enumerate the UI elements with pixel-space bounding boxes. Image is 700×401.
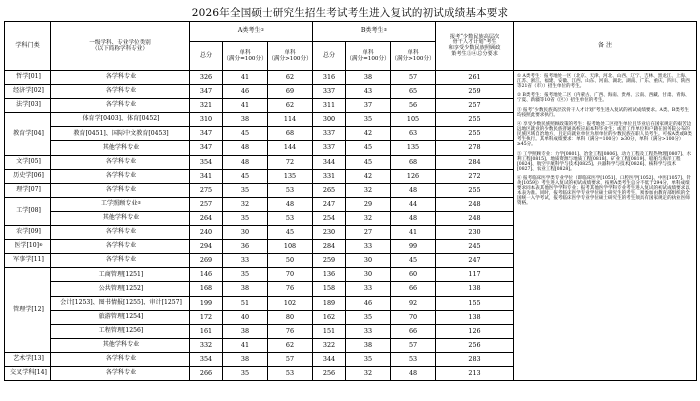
score-special: 256 <box>436 338 514 352</box>
score-b-single-over100: 48 <box>391 183 436 197</box>
subject-cell <box>51 197 190 211</box>
score-b-single-over100: 57 <box>391 338 436 352</box>
score-a-single-100: 38 <box>223 113 268 127</box>
score-a-single-over100: 144 <box>268 141 313 155</box>
score-a-single-100: 48 <box>223 141 268 155</box>
subject-name: 工学照顾专业 <box>100 200 138 208</box>
subject-cell <box>51 240 190 254</box>
header-a-single-over100-l2: （满分>100分） <box>268 56 312 62</box>
discipline-cell <box>5 99 51 113</box>
score-a-single-over100: 62 <box>268 338 313 352</box>
discipline-cell <box>5 71 51 85</box>
score-b-single-100: 45 <box>346 141 391 155</box>
score-b-total: 344 <box>313 155 346 169</box>
score-b-single-over100: 60 <box>391 268 436 282</box>
header-b-single-100 <box>346 42 391 71</box>
note-item: ① A类考生：报考地处一区（北京、天津、河北、山西、辽宁、吉林、黑龙江、上海、江苏、浙江、福建、安徽、江西、山东、河南、湖北、湖南、广东、重庆、四川、陕西等21省（市））招生单位的考生。 <box>517 74 690 89</box>
subject-name: 各学科专业 <box>105 242 137 250</box>
discipline-name: 理学[07] <box>16 185 41 193</box>
discipline-cell <box>5 85 51 99</box>
score-b-total: 136 <box>313 268 346 282</box>
header-a-single-over100-l1: 单科 <box>284 49 296 56</box>
subject-cell <box>51 324 190 338</box>
subject-cell <box>51 169 190 183</box>
header-special-mark: ③④ <box>466 50 478 57</box>
score-a-single-over100: 45 <box>268 226 313 240</box>
score-b-single-100: 38 <box>346 71 391 85</box>
score-b-single-100: 45 <box>346 155 391 169</box>
table-body <box>5 71 697 381</box>
score-a-single-over100: 108 <box>268 240 313 254</box>
score-a-single-100: 38 <box>223 352 268 366</box>
score-special: 138 <box>436 310 514 324</box>
note-item: ⑥ 报考临床医学类专业学位（即临床医学[1051]、口腔医学[1052]、中医[1057]、针灸[1059]）考生进入复试的初试成绩要求，按照A类考生总分不低于294分，单科成绩要求同本表其他医学学科专业；报考其他医学学科专业考生进入复试的初试成绩要求以本表为准。同时，报考临床医学专业学位硕士研究生的考生，须参加由教育部组织的全国统一入学考试，报考临床医学专业学位硕士研究生的考生须具有国家规定的执业医师资格。 <box>517 175 692 206</box>
notes-cell <box>514 71 697 381</box>
note-item: ⑤ 工学照顾专业：力学[0801]、冶金工程[0806]、动力工程及工程热物理[0807]、水利工程[0815]、地质资源与地质工程[0818]、矿业工程[0819]、船舶与海洋工程[0824]、航空宇航科学与技术[0825]、兵器科学与技术[0826]、核科学与技术[0827]、农业工程[0828]。 <box>517 151 692 172</box>
score-b-single-100: 46 <box>346 296 391 310</box>
header-a-single-100 <box>223 42 268 71</box>
score-a-total: 161 <box>190 324 223 338</box>
header-special-line4: 策考生 <box>451 50 467 57</box>
header-category-line2: （以下简称学科专业） <box>92 46 148 52</box>
subject-name: 其他学科专业 <box>102 143 140 151</box>
score-a-single-over100: 76 <box>268 282 313 296</box>
score-a-single-100: 38 <box>223 282 268 296</box>
score-special: 261 <box>436 71 514 85</box>
score-b-single-over100: 53 <box>391 352 436 366</box>
discipline-cell <box>5 268 51 353</box>
score-b-single-100: 32 <box>346 211 391 225</box>
score-a-total: 326 <box>190 71 223 85</box>
score-table <box>4 21 697 381</box>
score-b-single-over100: 44 <box>391 197 436 211</box>
subject-cell <box>51 113 190 127</box>
note-item: ③ 报考“少数民族高层次骨干人才计划”考生进入复试的初试成绩要求。A类、B类考生均按照此要求执行。 <box>517 107 689 118</box>
score-a-single-100: 30 <box>223 226 268 240</box>
header-category <box>51 22 190 71</box>
score-a-single-over100: 62 <box>268 71 313 85</box>
score-a-single-over100: 50 <box>268 254 313 268</box>
subject-name: 会计[1253]、图书情报[1255]、审计[1257] <box>60 298 182 306</box>
score-a-single-100: 41 <box>223 338 268 352</box>
discipline-cell <box>5 254 51 268</box>
score-a-single-100: 35 <box>223 366 268 380</box>
header-a-single-100-l2: （满分=100分） <box>223 56 267 62</box>
score-special: 117 <box>436 268 514 282</box>
score-a-total: 347 <box>190 85 223 99</box>
discipline-name: 法学[03] <box>16 101 41 109</box>
score-a-single-over100: 69 <box>268 85 313 99</box>
score-a-single-over100: 114 <box>268 113 313 127</box>
header-a-single-100-l1: 单科 <box>239 49 251 56</box>
subject-name: 公共管理[1252] <box>98 284 144 292</box>
header-zone-b <box>313 22 436 42</box>
score-special: 245 <box>436 240 514 254</box>
score-a-total: 347 <box>190 141 223 155</box>
score-b-total: 344 <box>313 352 346 366</box>
discipline-cell <box>5 240 51 254</box>
score-a-single-over100: 62 <box>268 99 313 113</box>
score-a-single-100: 45 <box>223 127 268 141</box>
subject-cell <box>51 268 190 282</box>
score-special: 126 <box>436 324 514 338</box>
discipline-name: 交叉学科[14] <box>10 369 47 377</box>
header-special <box>436 22 514 71</box>
score-b-single-100: 38 <box>346 338 391 352</box>
score-b-single-over100: 45 <box>391 254 436 268</box>
score-b-single-100: 30 <box>346 254 391 268</box>
subject-cell <box>51 99 190 113</box>
header-zone-a-label: A类考生 <box>237 27 261 35</box>
score-a-total: 266 <box>190 366 223 380</box>
score-b-total: 230 <box>313 226 346 240</box>
header-special-line1: 报考“少数民族高层次 <box>449 33 500 40</box>
subject-name: 体育学[0403]、体育[0452] <box>82 115 160 123</box>
discipline-cell <box>5 113 51 155</box>
score-b-single-100: 27 <box>346 226 391 240</box>
score-a-single-100: 45 <box>223 169 268 183</box>
score-b-single-100: 33 <box>346 282 391 296</box>
discipline-name: 医学[10] <box>14 242 40 250</box>
note-item: ② B类考生：报考地处二区（内蒙古、广西、海南、贵州、云南、西藏、甘肃、青海、宁夏、新疆等10省（区））招生单位的考生。 <box>517 93 690 104</box>
score-b-total: 311 <box>313 99 346 113</box>
score-b-total: 151 <box>313 324 346 338</box>
header-a-total: 总分 <box>190 42 223 71</box>
header-discipline: 学科门类 <box>5 22 51 71</box>
subject-name: 其他学科专业 <box>102 214 140 222</box>
score-b-single-over100: 41 <box>391 226 436 240</box>
subject-cell <box>51 366 190 380</box>
subject-name: 各学科专业 <box>105 369 137 377</box>
score-b-single-100: 33 <box>346 324 391 338</box>
score-a-single-over100: 53 <box>268 211 313 225</box>
score-special: 255 <box>436 127 514 141</box>
score-b-total: 337 <box>313 141 346 155</box>
discipline-name: 管理学[12] <box>13 305 44 313</box>
score-a-total: 354 <box>190 155 223 169</box>
score-a-single-over100: 70 <box>268 268 313 282</box>
page-title: 2026年全国硕士研究生招生考试考生进入复试的初试成绩基本要求 <box>191 7 509 19</box>
score-b-single-over100: 57 <box>391 71 436 85</box>
score-b-single-100: 35 <box>346 113 391 127</box>
subject-name: 各学科专业 <box>105 228 137 236</box>
discipline-name: 军事学[11] <box>13 256 44 264</box>
subject-name: 各学科专业 <box>105 185 137 193</box>
score-b-single-over100: 99 <box>391 240 436 254</box>
score-b-single-over100: 126 <box>391 169 436 183</box>
subject-name: 教育[0451]、国际中文教育[0453] <box>73 129 169 137</box>
score-a-total: 172 <box>190 310 223 324</box>
discipline-name: 经济学[02] <box>13 87 44 95</box>
subject-name: 各学科专业 <box>105 157 137 165</box>
subject-mark: ⑤ <box>137 200 142 206</box>
score-b-single-100: 37 <box>346 99 391 113</box>
score-special: 138 <box>436 282 514 296</box>
subject-name: 旅游管理[1254] <box>98 312 144 320</box>
discipline-name: 工学[08] <box>16 207 41 215</box>
score-a-single-100: 51 <box>223 296 268 310</box>
subject-name: 各学科专业 <box>105 101 137 109</box>
score-b-total: 322 <box>313 338 346 352</box>
score-b-total: 259 <box>313 254 346 268</box>
subject-cell <box>51 352 190 366</box>
header-b-single-100-l2: （满分=100分） <box>346 56 390 62</box>
score-special: 248 <box>436 197 514 211</box>
score-b-total: 256 <box>313 366 346 380</box>
subject-cell <box>51 155 190 169</box>
header-zone-a <box>190 22 313 42</box>
score-b-single-100: 30 <box>346 268 391 282</box>
discipline-mark: ⑥ <box>39 242 43 248</box>
score-b-total: 284 <box>313 240 346 254</box>
score-a-single-over100: 68 <box>268 127 313 141</box>
score-a-total: 146 <box>190 268 223 282</box>
score-special: 255 <box>436 113 514 127</box>
score-b-single-100: 35 <box>346 310 391 324</box>
discipline-name: 教育学[04] <box>13 129 44 137</box>
score-a-single-100: 40 <box>223 310 268 324</box>
score-a-total: 240 <box>190 226 223 240</box>
score-a-single-100: 32 <box>223 197 268 211</box>
subject-name: 各学科专业 <box>105 87 137 95</box>
score-a-total: 168 <box>190 282 223 296</box>
score-a-single-over100: 53 <box>268 183 313 197</box>
score-b-total: 300 <box>313 113 346 127</box>
score-b-total: 265 <box>313 183 346 197</box>
score-a-total: 199 <box>190 296 223 310</box>
score-a-total: 332 <box>190 338 223 352</box>
score-a-single-over100: 72 <box>268 155 313 169</box>
subject-cell <box>51 296 190 310</box>
score-a-total: 310 <box>190 113 223 127</box>
header-b-single-over100-l1: 单科 <box>407 49 419 56</box>
score-b-single-over100: 66 <box>391 282 436 296</box>
subject-cell <box>51 254 190 268</box>
subject-name: 其他学科专业 <box>102 340 140 348</box>
score-b-total: 158 <box>313 282 346 296</box>
score-a-single-100: 35 <box>223 268 268 282</box>
score-a-total: 354 <box>190 352 223 366</box>
score-a-total: 341 <box>190 169 223 183</box>
header-b-single-100-l1: 单科 <box>362 49 374 56</box>
score-b-total: 254 <box>313 211 346 225</box>
header-b-total: 总分 <box>313 42 346 71</box>
discipline-cell <box>5 366 51 380</box>
header-category-line1: 一级学科、专业学位类别 <box>89 39 151 46</box>
score-a-single-100: 41 <box>223 71 268 85</box>
header-zone-b-label: B类考生 <box>360 27 384 35</box>
score-b-single-over100: 92 <box>391 296 436 310</box>
score-b-single-over100: 135 <box>391 141 436 155</box>
subject-name: 各学科专业 <box>105 355 137 363</box>
score-a-total: 275 <box>190 183 223 197</box>
score-a-total: 294 <box>190 240 223 254</box>
score-special: 255 <box>436 183 514 197</box>
note-item: ④ 享受少数民族照顾政策的考生：报考地处二区招生单位且毕业后在国家规定的艰苦边远地区就业的少数民族普通高校应届本科毕业生；或者工作单位和户籍在国务院公布的民族区域自治地方，且定向就业单位为原单位的少数民族在职人员考生。可按A类或B类考生执行。其单科成绩要求：单科（满分=100分）≥30分，单科（满分>100分）≥45分。 <box>517 122 692 148</box>
header-special-line5: 总分要求 <box>477 50 498 57</box>
score-a-single-over100: 102 <box>268 296 313 310</box>
score-b-total: 247 <box>313 197 346 211</box>
subject-cell <box>51 310 190 324</box>
score-a-single-100: 38 <box>223 324 268 338</box>
subject-name: 工商管理[1251] <box>98 270 144 278</box>
discipline-name: 哲学[01] <box>16 73 41 81</box>
header-zone-a-mark: ① <box>260 27 265 33</box>
score-a-single-over100: 76 <box>268 324 313 338</box>
subject-cell <box>51 183 190 197</box>
subject-name: 各学科专业 <box>105 171 137 179</box>
subject-cell <box>51 338 190 352</box>
score-a-single-over100: 135 <box>268 169 313 183</box>
score-a-single-100: 36 <box>223 240 268 254</box>
score-b-single-100: 42 <box>346 127 391 141</box>
score-special: 155 <box>436 296 514 310</box>
discipline-cell <box>5 352 51 366</box>
score-b-single-100: 43 <box>346 85 391 99</box>
discipline-name: 历史学[06] <box>13 171 44 179</box>
subject-cell <box>51 211 190 225</box>
score-a-total: 257 <box>190 197 223 211</box>
score-special: 283 <box>436 352 514 366</box>
score-b-total: 331 <box>313 169 346 183</box>
score-b-single-over100: 48 <box>391 211 436 225</box>
header-special-line2: 骨干人才计划”考生 <box>452 39 497 46</box>
score-b-single-100: 32 <box>346 366 391 380</box>
discipline-name: 农学[09] <box>16 228 41 236</box>
score-special: 247 <box>436 254 514 268</box>
header-a-single-over100 <box>268 42 313 71</box>
score-a-total: 269 <box>190 254 223 268</box>
score-b-total: 316 <box>313 71 346 85</box>
header-notes: 备 注 <box>514 22 697 71</box>
discipline-cell <box>5 226 51 240</box>
score-a-single-100: 35 <box>223 211 268 225</box>
subject-cell <box>51 141 190 155</box>
score-a-single-100: 48 <box>223 155 268 169</box>
score-a-total: 347 <box>190 127 223 141</box>
subject-cell <box>51 282 190 296</box>
discipline-cell <box>5 155 51 169</box>
header-b-single-over100 <box>391 42 436 71</box>
score-special: 284 <box>436 155 514 169</box>
score-b-single-over100: 48 <box>391 366 436 380</box>
score-b-total: 337 <box>313 85 346 99</box>
score-b-single-100: 29 <box>346 197 391 211</box>
score-special: 259 <box>436 85 514 99</box>
score-special: 278 <box>436 141 514 155</box>
score-a-single-100: 46 <box>223 85 268 99</box>
header-zone-b-mark: ② <box>383 27 388 33</box>
score-b-single-over100: 66 <box>391 324 436 338</box>
score-special: 272 <box>436 169 514 183</box>
discipline-cell <box>5 197 51 225</box>
score-a-total: 264 <box>190 211 223 225</box>
score-b-single-100: 32 <box>346 183 391 197</box>
score-a-single-100: 35 <box>223 183 268 197</box>
score-b-single-over100: 105 <box>391 113 436 127</box>
score-special: 230 <box>436 226 514 240</box>
subject-cell <box>51 71 190 85</box>
score-special: 257 <box>436 99 514 113</box>
score-b-single-100: 33 <box>346 240 391 254</box>
discipline-cell <box>5 183 51 197</box>
score-a-single-over100: 48 <box>268 197 313 211</box>
score-b-single-over100: 56 <box>391 99 436 113</box>
score-a-single-100: 41 <box>223 99 268 113</box>
score-a-single-over100: 53 <box>268 366 313 380</box>
discipline-name: 艺术学[13] <box>13 355 44 363</box>
score-a-single-over100: 80 <box>268 310 313 324</box>
header-special-line3: 和享受少数民族照顾政 <box>448 45 501 51</box>
score-b-single-over100: 63 <box>391 127 436 141</box>
score-b-total: 337 <box>313 127 346 141</box>
score-special: 213 <box>436 366 514 380</box>
subject-cell <box>51 226 190 240</box>
score-b-single-over100: 68 <box>391 155 436 169</box>
score-b-single-over100: 70 <box>391 310 436 324</box>
score-b-total: 189 <box>313 296 346 310</box>
score-b-single-over100: 65 <box>391 85 436 99</box>
subject-name: 各学科专业 <box>105 73 137 81</box>
subject-cell <box>51 85 190 99</box>
score-b-single-100: 35 <box>346 352 391 366</box>
subject-cell <box>51 127 190 141</box>
header-b-single-over100-l2: （满分>100分） <box>391 56 435 62</box>
score-b-single-100: 42 <box>346 169 391 183</box>
score-b-total: 162 <box>313 310 346 324</box>
subject-name: 工程管理[1256] <box>98 326 144 334</box>
score-special: 248 <box>436 211 514 225</box>
discipline-cell <box>5 169 51 183</box>
score-a-single-100: 33 <box>223 254 268 268</box>
subject-name: 各学科专业 <box>105 256 137 264</box>
table-row <box>5 71 697 85</box>
discipline-name: 文学[05] <box>16 157 41 165</box>
score-a-single-over100: 57 <box>268 352 313 366</box>
score-a-total: 321 <box>190 99 223 113</box>
